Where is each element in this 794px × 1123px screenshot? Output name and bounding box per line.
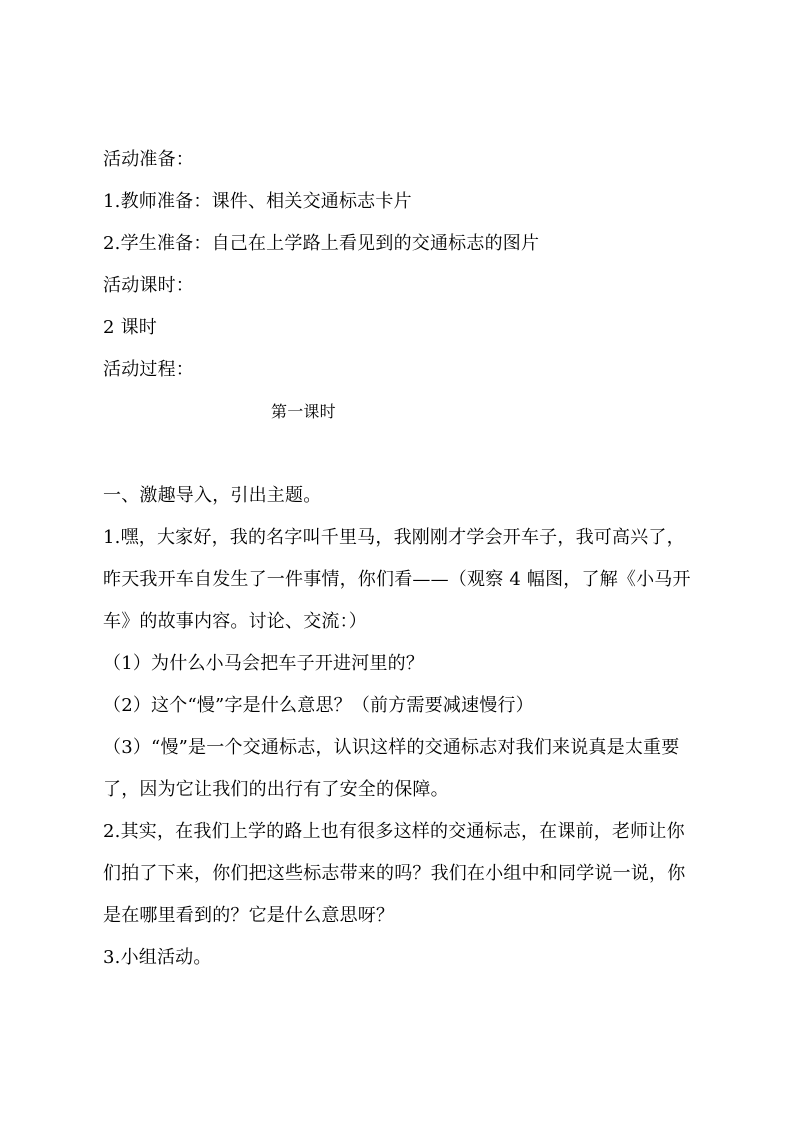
paragraph-line: 是在哪里看到的？它是什么意思呀？ — [103, 905, 395, 926]
lesson-time-value: 2 课时 — [103, 317, 157, 338]
section-heading-process: 活动过程： — [103, 359, 194, 380]
teacher-preparation-line: 1.教师准备：课件、相关交通标志卡片 — [103, 191, 412, 212]
question-line: （3）“慢”是一个交通标志，认识这样的交通标志对我们来说真是太重要 — [103, 737, 680, 758]
paragraph-line: 车》的故事内容。讨论、交流：） — [103, 611, 367, 632]
paragraph-line: 们拍了下来，你们把这些标志带来的吗？我们在小组中和同学说一说，你 — [103, 863, 686, 884]
paragraph-line: 了，因为它让我们的出行有了安全的保障。 — [103, 779, 449, 800]
paragraph-line: 3.小组活动。 — [103, 947, 212, 968]
lesson-title: 第一课时 — [271, 402, 336, 421]
student-preparation-line: 2.学生准备：自己在上学路上看见到的交通标志的图片 — [103, 233, 540, 254]
part-heading: 一、激趣导入，引出主题。 — [103, 485, 322, 506]
question-line: （2）这个“慢”字是什么意思？（前方需要减速慢行） — [103, 695, 534, 716]
question-line: （1）为什么小马会把车子开进河里的？ — [103, 653, 425, 674]
paragraph-line: 2.其实，在我们上学的路上也有很多这样的交通标志，在课前，老师让你 — [103, 821, 685, 842]
paragraph-line: 1.嘿，大家好，我的名字叫千里马，我刚刚才学会开车子，我可高兴了， — [103, 527, 685, 548]
section-heading-preparation: 活动准备： — [103, 149, 194, 170]
paragraph-line: 昨天我开车自发生了一件事情，你们看——（观察 4 幅图，了解《小马开 — [103, 569, 691, 590]
section-heading-lesson-time: 活动课时： — [103, 275, 194, 296]
